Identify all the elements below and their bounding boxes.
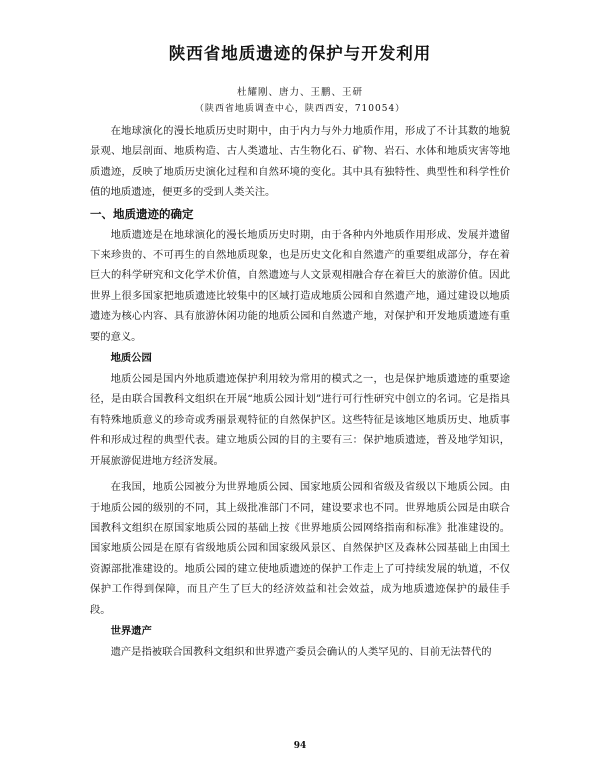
author-affiliation: （陕西省地质调查中心，陕西西安，710054） — [194, 104, 406, 114]
author-list: 杜耀刚、唐力、王鹏、王研 — [236, 87, 363, 98]
geopark-paragraph-2: 在我国，地质公园被分为世界地质公园、国家地质公园和省级及省级以下地质公园。由于地质公园的级别的不同，其上级批准部门不同，建设要求也不同。世界地质公园是由联合国教科文组织在原国家地质公园的基础上按《世界地质公园网络指南和标准》批准建设的。国家地质公园是在原有省级地质公园和国家级风景区、自然保护区及森林公园基础上由国土资源部批准建设的。地质公园的建立使地质遗迹的保护工作走上了可持续发展的轨道，不仅保护工作得到保障，而且产生了巨大的经济效益和社会效益，成为地质遗迹保护的最佳手段。 — [90, 481, 510, 616]
geopark-paragraph-1: 地质公园是国内外地质遗迹保护利用较为常用的模式之一，也是保护地质遗迹的重要途径，是由联合国教科文组织在开展“地质公园计划”进行可行性研究中创立的名词。它是指具有特殊地质意义的珍奇或秀丽景观特征的自然保护区。这些特征是该地区地质历史、地质事件和形成过程的典型代表。建立地质公园的目的主要有三：保护地质遗迹，普及地学知识，开展旅游促进地方经济发展。 — [90, 373, 510, 467]
paper-body — [90, 121, 510, 662]
subsection-heading-world-heritage: 世界遗产 — [110, 624, 152, 637]
section-paragraph: 地质遗迹是在地球演化的漫长地质历史时期，由于各种内外地质作用形成、发展并遗留下来珍贵的、不可再生的自然地质现象，也是历史文化和自然遗产的重要组成部分，存在着巨大的科学研究和文化学术价值，自然遗迹与人文景观相融合存在着巨大的旅游价值。因此世界上很多国家把地质遗迹比较集中的区域打造成地质公园和自然遗产地，通过建设以地质遗迹为核心内容、具有旅游休闲功能的地质公园和自然遗产地，对保护和开发地质遗迹有重要的意义。 — [90, 228, 510, 343]
page-number: 94 — [293, 741, 307, 751]
subsection-heading-geopark: 地质公园 — [110, 352, 152, 365]
world-heritage-paragraph: 遗产是指被联合国教科文组织和世界遗产委员会确认的人类罕见的、目前无法替代的 — [110, 645, 492, 658]
intro-paragraph: 在地球演化的漫长地质历史时期中，由于内力与外力地质作用，形成了不计其数的地貌景观、地层剖面、地质构造、古人类遗址、古生物化石、矿物、岩石、水体和地质灾害等地质遗迹，反映了地质历史演化过程和自然环境的变化。其中具有独特性、典型性和科学性价值的地质遗迹，便更多的受到人类关注。 — [90, 125, 510, 199]
section-heading: 一、地质遗迹的确定 — [90, 206, 194, 221]
paper-title: 陕西省地质遗迹的保护与开发利用 — [168, 44, 432, 63]
